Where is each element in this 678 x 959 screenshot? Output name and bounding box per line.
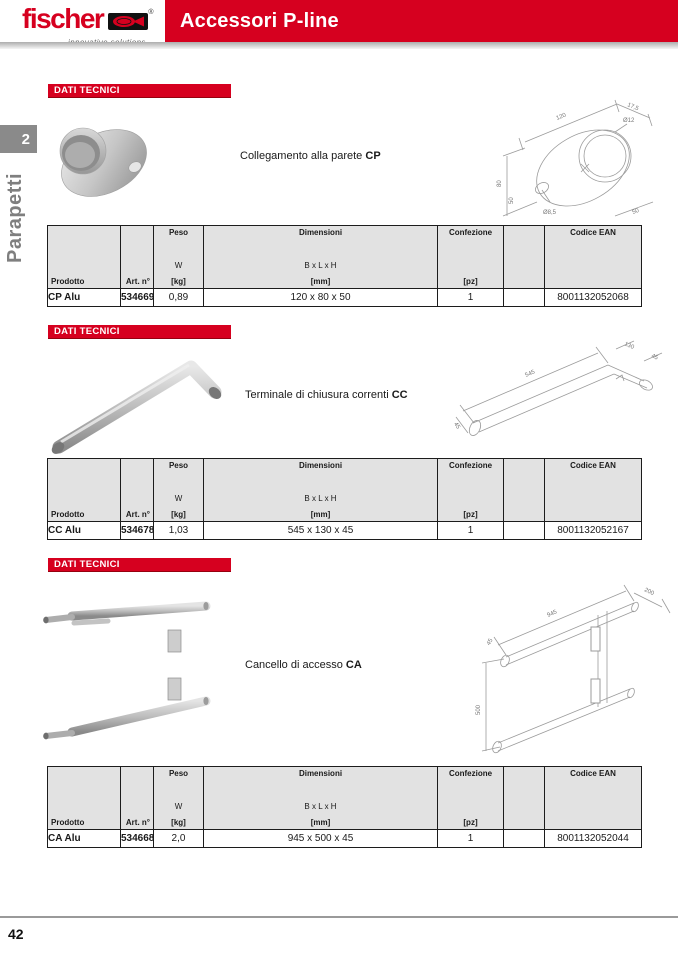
cell-ean: 8001132052167: [545, 522, 642, 540]
dimension-label: 45: [452, 421, 461, 431]
dimension-label: 80: [497, 180, 503, 187]
col-header-peso: Peso: [168, 461, 189, 470]
sidebar-category-label: Parapetti: [4, 172, 26, 263]
dim-formula: B x L x H: [304, 494, 337, 503]
cell-art: 534668: [121, 830, 154, 848]
product-code: CA: [345, 659, 362, 671]
cell-peso: 2,0: [154, 830, 204, 848]
section-label: DATI TECNICI: [48, 84, 231, 98]
conf-unit: [pz]: [463, 818, 478, 827]
peso-unit: [kg]: [171, 277, 186, 286]
col-header-ean: Codice EAN: [570, 769, 616, 778]
dimension-label: Ø8,5: [543, 210, 557, 216]
col-header-art: Art. n°: [125, 818, 150, 827]
dimension-label: 545: [524, 369, 537, 379]
col-header-confezione: Confezione: [448, 228, 493, 237]
product-photo-cc: [45, 345, 225, 460]
table-header-row: [48, 767, 642, 830]
cell-dimensioni: 120 x 80 x 50: [204, 289, 438, 307]
dimension-label: 500: [476, 704, 482, 715]
chapter-number: 2: [21, 130, 30, 148]
registered-mark: ®: [148, 9, 154, 16]
dim-formula: B x L x H: [304, 261, 337, 270]
table-data-row: [48, 289, 642, 307]
cell-confezione: 1: [438, 522, 504, 540]
product-description: [245, 659, 362, 671]
cell-peso: 0,89: [154, 289, 204, 307]
product-description: [245, 389, 408, 401]
conf-unit: [pz]: [463, 277, 478, 286]
peso-symbol: W: [174, 802, 183, 811]
dimension-label: 200: [643, 587, 655, 598]
section-label: DATI TECNICI: [48, 325, 231, 339]
fischer-fish-icon: [108, 13, 148, 35]
col-header-prodotto: Prodotto: [51, 277, 85, 286]
col-header-ean: Codice EAN: [570, 228, 616, 237]
col-header-prodotto: Prodotto: [51, 818, 85, 827]
section-label: DATI TECNICI: [48, 558, 231, 572]
footer-divider: [0, 916, 678, 918]
col-header-confezione: Confezione: [448, 769, 493, 778]
cell-dimensioni: 945 x 500 x 45: [204, 830, 438, 848]
conf-unit: [pz]: [463, 510, 478, 519]
product-code: CP: [365, 150, 381, 162]
col-header-peso: Peso: [168, 769, 189, 778]
peso-symbol: W: [174, 261, 183, 270]
dimension-label: 50: [509, 197, 515, 204]
col-header-confezione: Confezione: [448, 461, 493, 470]
cell-empty: [504, 830, 545, 848]
dim-unit: [mm]: [310, 510, 331, 519]
technical-drawing-cc: [448, 335, 673, 450]
cell-prodotto: CA Alu: [48, 830, 121, 848]
dim-unit: [mm]: [310, 277, 331, 286]
product-description: [240, 150, 381, 162]
product-photo-cp: [46, 113, 158, 209]
dim-formula: B x L x H: [304, 802, 337, 811]
cell-confezione: 1: [438, 830, 504, 848]
table-header-row: [48, 226, 642, 289]
dim-unit: [mm]: [310, 818, 331, 827]
dimension-label: 50: [631, 207, 640, 216]
dimension-label: 45: [650, 353, 659, 362]
spec-table-cp: [47, 225, 642, 307]
description-text: Collegamento alla parete: [240, 150, 363, 162]
chapter-tab: [0, 125, 37, 153]
peso-unit: [kg]: [171, 818, 186, 827]
cell-dimensioni: 545 x 130 x 45: [204, 522, 438, 540]
peso-symbol: W: [174, 494, 183, 503]
technical-drawing-ca: [448, 565, 676, 760]
page-number: 42: [8, 926, 24, 942]
cell-confezione: 1: [438, 289, 504, 307]
brand-logo: [22, 3, 154, 47]
dimension-label: 120: [555, 112, 568, 122]
dimension-label: 45: [486, 637, 495, 647]
technical-drawing-cp: [495, 98, 670, 223]
description-text: Terminale di chiusura correnti: [245, 389, 389, 401]
col-header-prodotto: Prodotto: [51, 510, 85, 519]
cell-prodotto: CC Alu: [48, 522, 121, 540]
description-text: Cancello di accesso: [245, 659, 343, 671]
table-header-row: [48, 459, 642, 522]
brand-wordmark: fischer: [22, 3, 104, 34]
table-data-row: [48, 830, 642, 848]
col-header-dimensioni: Dimensioni: [298, 769, 343, 778]
table-data-row: [48, 522, 642, 540]
peso-unit: [kg]: [171, 510, 186, 519]
cell-peso: 1,03: [154, 522, 204, 540]
cell-empty: [504, 522, 545, 540]
col-header-peso: Peso: [168, 228, 189, 237]
col-header-dimensioni: Dimensioni: [298, 461, 343, 470]
cell-ean: 8001132052068: [545, 289, 642, 307]
spec-table-ca: [47, 766, 642, 848]
col-header-dimensioni: Dimensioni: [298, 228, 343, 237]
dimension-label: 17,5: [626, 102, 640, 113]
dimension-label: 945: [546, 609, 559, 619]
product-photo-ca: [42, 592, 227, 740]
dimension-label: 130: [623, 341, 635, 351]
header-bar: [165, 0, 678, 42]
cell-empty: [504, 289, 545, 307]
col-header-art: Art. n°: [125, 277, 150, 286]
product-code: CC: [391, 389, 408, 401]
cell-art: 534678: [121, 522, 154, 540]
page-title: Accessori P-line: [180, 10, 339, 32]
dimension-label: Ø12: [623, 118, 635, 124]
spec-table-cc: [47, 458, 642, 540]
cell-ean: 8001132052044: [545, 830, 642, 848]
col-header-art: Art. n°: [125, 510, 150, 519]
header-shadow-divider: [0, 42, 678, 49]
cell-prodotto: CP Alu: [48, 289, 121, 307]
cell-art: 534669: [121, 289, 154, 307]
col-header-ean: Codice EAN: [570, 461, 616, 470]
